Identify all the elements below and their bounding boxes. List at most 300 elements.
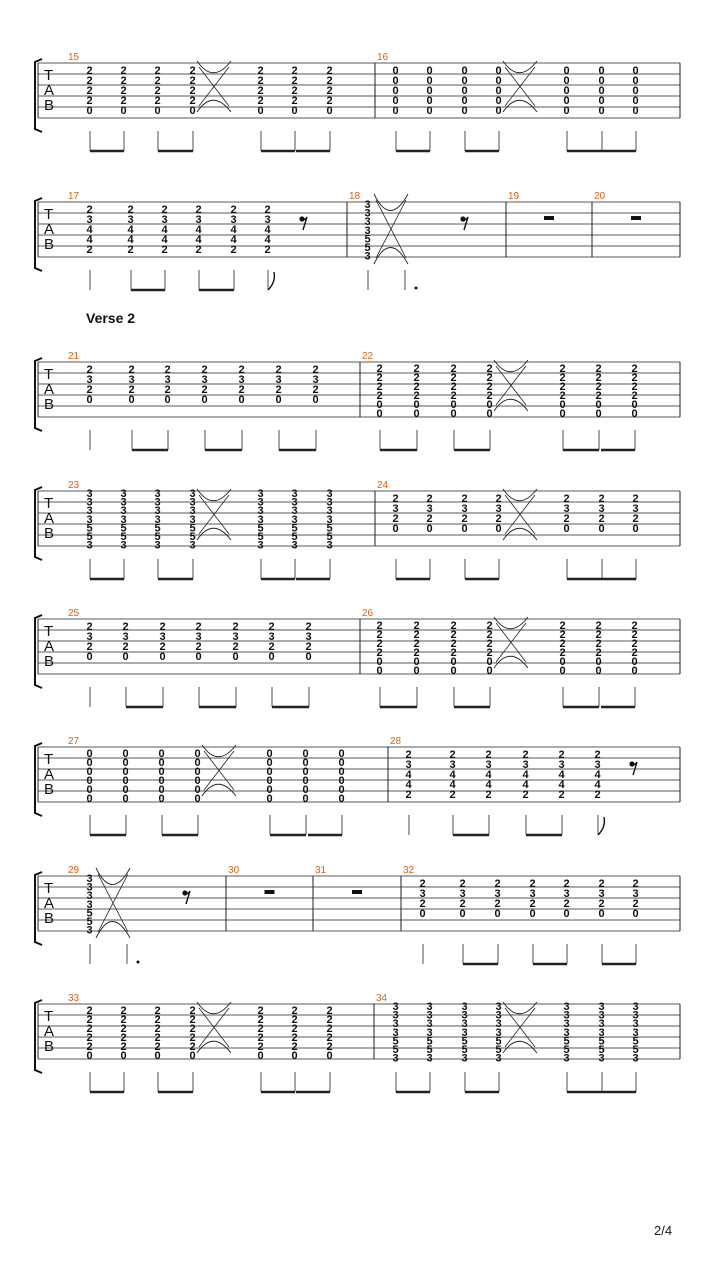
fret-number: 2 <box>459 898 466 910</box>
fret-number: 3 <box>461 1026 468 1039</box>
fret-number: 2 <box>486 381 493 393</box>
fret-number: 2 <box>450 363 457 375</box>
fret-number: 0 <box>392 75 399 87</box>
tab-clef-letter: A <box>44 221 55 238</box>
fret-number: 2 <box>529 898 536 910</box>
fret-number: 4 <box>558 769 565 781</box>
fret-number: 3 <box>461 503 468 515</box>
fret-number: 0 <box>559 408 566 420</box>
fret-number: 2 <box>392 513 399 525</box>
fret-number: 2 <box>232 621 239 633</box>
fret-number: 3 <box>364 207 371 220</box>
fret-number: 3 <box>189 513 196 526</box>
fret-number: 0 <box>486 399 493 411</box>
fret-number: 2 <box>305 621 312 633</box>
fret-number: 3 <box>563 503 570 515</box>
fret-number: 2 <box>127 204 134 216</box>
fret-number: 2 <box>461 493 468 505</box>
fret-number: 2 <box>189 1014 196 1026</box>
fret-number: 2 <box>486 647 493 659</box>
fret-number: 3 <box>392 1001 399 1013</box>
fret-number: 2 <box>631 629 638 641</box>
tab-clef-letter: B <box>44 653 55 670</box>
fret-number: 2 <box>376 647 383 659</box>
fret-number: 5 <box>364 233 371 246</box>
fret-number: 0 <box>154 105 161 117</box>
fret-number: 2 <box>86 364 93 376</box>
fret-number: 2 <box>326 1023 333 1035</box>
fret-number: 0 <box>559 399 566 411</box>
fret-number: 5 <box>426 1035 433 1048</box>
fret-number: 2 <box>86 85 93 97</box>
fret-number: 3 <box>632 888 639 900</box>
page-number: 2/4 <box>654 1223 673 1238</box>
fret-number: 2 <box>631 390 638 402</box>
tab-clef-letter: T <box>44 1008 54 1025</box>
fret-number: 3 <box>268 631 275 643</box>
fret-number: 2 <box>450 647 457 659</box>
fret-number: 2 <box>376 390 383 402</box>
fret-number: 2 <box>486 372 493 384</box>
fret-number: 2 <box>326 1014 333 1026</box>
fret-number: 3 <box>164 374 171 386</box>
fret-number: 0 <box>86 775 93 787</box>
dot <box>415 287 418 290</box>
fret-number: 2 <box>159 621 166 633</box>
fret-number: 2 <box>595 372 602 384</box>
fret-number: 0 <box>461 65 468 77</box>
measure-number: 23 <box>68 480 80 491</box>
fret-number: 0 <box>158 748 165 760</box>
fret-number: 0 <box>461 85 468 97</box>
tab-clef-letter: T <box>44 623 54 640</box>
fret-number: 2 <box>238 384 245 396</box>
fret-number: 2 <box>86 95 93 107</box>
fret-number: 0 <box>266 748 273 760</box>
fret-number: 5 <box>495 1044 502 1056</box>
fret-number: 4 <box>522 779 529 791</box>
fret-number: 5 <box>291 531 298 543</box>
fret-number: 2 <box>450 381 457 393</box>
fret-number: 2 <box>264 204 271 216</box>
fret-number: 0 <box>120 1050 127 1062</box>
fret-number: 0 <box>86 1050 93 1062</box>
fret-number: 3 <box>122 631 129 643</box>
fret-number: 2 <box>376 372 383 384</box>
fret-number: 0 <box>413 408 420 420</box>
fret-number: 0 <box>426 95 433 107</box>
fret-number: 2 <box>154 75 161 87</box>
fret-number: 0 <box>632 95 639 107</box>
fret-number: 0 <box>486 665 493 677</box>
fret-number: 2 <box>195 621 202 633</box>
fret-number: 3 <box>326 496 333 509</box>
fret-number: 0 <box>257 105 264 117</box>
fret-number: 2 <box>291 65 298 77</box>
fret-number: 0 <box>392 95 399 107</box>
fret-number: 2 <box>494 898 501 910</box>
fret-number: 3 <box>189 505 196 518</box>
fret-number: 2 <box>486 638 493 650</box>
fret-number: 3 <box>522 759 529 771</box>
measure-number: 34 <box>376 993 388 1004</box>
fret-number: 2 <box>201 364 208 376</box>
tab-clef-letter: T <box>44 206 54 223</box>
fret-number: 4 <box>594 779 601 791</box>
fret-number: 2 <box>485 789 492 801</box>
measure-number: 20 <box>594 191 606 202</box>
fret-number: 0 <box>266 757 273 769</box>
tab-clef-letter: A <box>44 381 55 398</box>
fret-number: 0 <box>122 757 129 769</box>
fret-number: 2 <box>632 513 639 525</box>
measure-number: 19 <box>508 191 520 202</box>
fret-number: 2 <box>86 1014 93 1026</box>
fret-number: 3 <box>392 1009 399 1022</box>
measure-number: 30 <box>228 865 240 876</box>
fret-number: 2 <box>529 878 536 890</box>
fret-number: 2 <box>494 878 501 890</box>
fret-number: 3 <box>461 1009 468 1022</box>
fret-number: 2 <box>559 372 566 384</box>
fret-number: 2 <box>449 789 456 801</box>
fret-number: 0 <box>194 775 201 787</box>
fret-number: 2 <box>120 1023 127 1035</box>
fret-number: 2 <box>450 390 457 402</box>
fret-number: 3 <box>154 539 161 552</box>
fret-number: 2 <box>522 749 529 761</box>
fret-number: 0 <box>302 757 309 769</box>
eighth-rest <box>301 217 307 230</box>
fret-number: 0 <box>338 793 345 805</box>
fret-number: 0 <box>426 75 433 87</box>
fret-number: 3 <box>495 1009 502 1022</box>
fret-number: 2 <box>450 620 457 632</box>
eighth-rest <box>184 891 190 904</box>
fret-number: 0 <box>302 784 309 796</box>
fret-number: 2 <box>291 1041 298 1053</box>
fret-number: 2 <box>559 629 566 641</box>
fret-number: 0 <box>461 105 468 117</box>
fret-number: 2 <box>264 244 271 256</box>
fret-number: 4 <box>161 234 168 246</box>
fret-number: 3 <box>495 1052 502 1065</box>
fret-number: 2 <box>128 384 135 396</box>
fret-number: 2 <box>598 898 605 910</box>
whole-rest <box>544 216 554 220</box>
fret-number: 2 <box>86 641 93 653</box>
fret-number: 3 <box>189 496 196 509</box>
strum-cross <box>98 874 128 932</box>
fret-number: 3 <box>426 1001 433 1013</box>
fret-number: 3 <box>419 888 426 900</box>
fret-number: 0 <box>392 85 399 97</box>
fret-number: 0 <box>86 651 93 663</box>
fret-number: 2 <box>449 749 456 761</box>
fret-number: 3 <box>154 513 161 526</box>
fret-number: 2 <box>486 390 493 402</box>
fret-number: 3 <box>598 1052 605 1065</box>
fret-number: 4 <box>230 234 237 246</box>
fret-number: 0 <box>559 656 566 668</box>
fret-number: 3 <box>257 488 264 500</box>
fret-number: 5 <box>291 522 298 535</box>
tab-clef-letter: A <box>44 766 55 783</box>
fret-number: 3 <box>563 1001 570 1013</box>
fret-number: 0 <box>495 65 502 77</box>
fret-number: 0 <box>238 394 245 406</box>
fret-number: 4 <box>264 234 271 246</box>
fret-number: 3 <box>632 1026 639 1039</box>
fret-number: 4 <box>449 769 456 781</box>
fret-number: 0 <box>426 85 433 97</box>
fret-number: 2 <box>563 493 570 505</box>
fret-number: 0 <box>291 1050 298 1062</box>
fret-number: 3 <box>598 503 605 515</box>
fret-number: 2 <box>598 513 605 525</box>
fret-number: 0 <box>195 651 202 663</box>
fret-number: 2 <box>120 95 127 107</box>
fret-number: 2 <box>257 75 264 87</box>
fret-number: 2 <box>595 390 602 402</box>
fret-number: 2 <box>275 384 282 396</box>
tab-clef-letter: A <box>44 638 55 655</box>
fret-number: 2 <box>632 898 639 910</box>
fret-number: 5 <box>461 1044 468 1056</box>
fret-number: 2 <box>631 381 638 393</box>
section-label: Verse 2 <box>86 310 136 326</box>
fret-number: 0 <box>495 105 502 117</box>
fret-number: 0 <box>376 399 383 411</box>
fret-number: 2 <box>486 363 493 375</box>
fret-number: 2 <box>558 749 565 761</box>
fret-number: 0 <box>598 85 605 97</box>
fret-number: 2 <box>405 789 412 801</box>
fret-number: 2 <box>485 749 492 761</box>
fret-number: 0 <box>122 748 129 760</box>
fret-number: 5 <box>326 531 333 543</box>
fret-number: 3 <box>529 888 536 900</box>
tab-clef-letter: T <box>44 67 54 84</box>
fret-number: 0 <box>122 651 129 663</box>
fret-number: 2 <box>195 244 202 256</box>
fret-number: 2 <box>86 1023 93 1035</box>
fret-number: 2 <box>419 898 426 910</box>
fret-number: 2 <box>195 204 202 216</box>
fret-number: 2 <box>120 1014 127 1026</box>
fret-number: 3 <box>392 1026 399 1039</box>
measure-number: 33 <box>68 993 80 1004</box>
fret-number: 0 <box>326 105 333 117</box>
fret-number: 2 <box>238 364 245 376</box>
fret-number: 3 <box>632 1001 639 1013</box>
fret-number: 0 <box>302 793 309 805</box>
fret-number: 2 <box>154 65 161 77</box>
fret-number: 2 <box>563 878 570 890</box>
fret-number: 0 <box>631 665 638 677</box>
fret-number: 2 <box>461 513 468 525</box>
fret-number: 3 <box>392 1052 399 1065</box>
fret-number: 2 <box>159 641 166 653</box>
fret-number: 3 <box>120 513 127 526</box>
fret-number: 3 <box>86 539 93 552</box>
fret-number: 0 <box>376 665 383 677</box>
fret-number: 5 <box>364 242 371 254</box>
fret-number: 3 <box>495 1001 502 1013</box>
fret-number: 0 <box>376 408 383 420</box>
fret-number: 3 <box>291 513 298 526</box>
fret-number: 5 <box>189 522 196 535</box>
fret-number: 2 <box>189 1023 196 1035</box>
fret-number: 2 <box>161 204 168 216</box>
fret-number: 4 <box>558 779 565 791</box>
fret-number: 0 <box>268 651 275 663</box>
fret-number: 5 <box>86 907 93 920</box>
fret-number: 0 <box>86 766 93 778</box>
fret-number: 2 <box>450 638 457 650</box>
fret-number: 2 <box>189 1005 196 1017</box>
fret-number: 3 <box>426 1009 433 1022</box>
fret-number: 0 <box>631 399 638 411</box>
fret-number: 5 <box>257 531 264 543</box>
fret-number: 2 <box>595 629 602 641</box>
fret-number: 0 <box>461 523 468 535</box>
fret-number: 3 <box>449 759 456 771</box>
fret-number: 3 <box>238 374 245 386</box>
fret-number: 2 <box>275 364 282 376</box>
measure-number: 21 <box>68 351 80 362</box>
fret-number: 0 <box>419 908 426 920</box>
fret-number: 2 <box>495 493 502 505</box>
fret-number: 2 <box>257 65 264 77</box>
fret-number: 2 <box>376 629 383 641</box>
fret-number: 3 <box>494 888 501 900</box>
fret-number: 4 <box>449 779 456 791</box>
fret-number: 4 <box>86 234 93 246</box>
fret-number: 2 <box>326 1032 333 1044</box>
fret-number: 3 <box>364 199 371 211</box>
tab-clef-letter: A <box>44 510 55 527</box>
measure-number: 28 <box>390 736 402 747</box>
fret-number: 5 <box>86 522 93 535</box>
fret-number: 0 <box>631 408 638 420</box>
measure-number: 25 <box>68 608 80 619</box>
fret-number: 2 <box>598 493 605 505</box>
fret-number: 4 <box>230 224 237 236</box>
fret-number: 2 <box>598 878 605 890</box>
fret-number: 0 <box>461 95 468 107</box>
fret-number: 2 <box>376 363 383 375</box>
fret-number: 0 <box>266 784 273 796</box>
fret-number: 3 <box>558 759 565 771</box>
tab-clef-letter: T <box>44 495 54 512</box>
fret-number: 2 <box>86 65 93 77</box>
fret-number: 2 <box>257 85 264 97</box>
fret-number: 0 <box>266 775 273 787</box>
fret-number: 5 <box>392 1044 399 1056</box>
fret-number: 0 <box>632 85 639 97</box>
fret-number: 2 <box>559 647 566 659</box>
fret-number: 0 <box>495 95 502 107</box>
fret-number: 3 <box>86 513 93 526</box>
fret-number: 3 <box>201 374 208 386</box>
measure-number: 18 <box>349 191 361 202</box>
fret-number: 2 <box>291 1023 298 1035</box>
fret-number: 3 <box>326 513 333 526</box>
fret-number: 0 <box>189 105 196 117</box>
fret-number: 0 <box>158 784 165 796</box>
fret-number: 2 <box>426 513 433 525</box>
fret-number: 0 <box>338 784 345 796</box>
fret-number: 0 <box>632 105 639 117</box>
fret-number: 0 <box>426 105 433 117</box>
fret-number: 5 <box>257 522 264 535</box>
fret-number: 0 <box>495 523 502 535</box>
fret-number: 0 <box>632 75 639 87</box>
fret-number: 2 <box>631 372 638 384</box>
fret-number: 0 <box>194 784 201 796</box>
measure-number: 17 <box>68 191 80 202</box>
fret-number: 3 <box>405 759 412 771</box>
fret-number: 3 <box>86 631 93 643</box>
fret-number: 4 <box>485 779 492 791</box>
fret-number: 2 <box>154 1041 161 1053</box>
fret-number: 0 <box>426 65 433 77</box>
fret-number: 3 <box>86 890 93 903</box>
fret-number: 4 <box>485 769 492 781</box>
fret-number: 3 <box>86 488 93 500</box>
tab-clef-letter: B <box>44 97 55 114</box>
eighth-rest <box>631 762 637 775</box>
fret-number: 4 <box>195 234 202 246</box>
fret-number: 2 <box>291 95 298 107</box>
fret-number: 3 <box>86 374 93 386</box>
fret-number: 0 <box>632 65 639 77</box>
fret-number: 2 <box>559 390 566 402</box>
fret-number: 0 <box>413 665 420 677</box>
fret-number: 0 <box>338 766 345 778</box>
fret-number: 0 <box>461 75 468 87</box>
fret-number: 2 <box>122 641 129 653</box>
measure-number: 22 <box>362 351 374 362</box>
fret-number: 2 <box>120 1032 127 1044</box>
fret-number: 2 <box>450 372 457 384</box>
fret-number: 4 <box>161 224 168 236</box>
fret-number: 0 <box>338 775 345 787</box>
fret-number: 2 <box>495 513 502 525</box>
fret-number: 0 <box>459 908 466 920</box>
fret-number: 0 <box>164 394 171 406</box>
fret-number: 0 <box>598 75 605 87</box>
fret-number: 2 <box>326 1041 333 1053</box>
fret-number: 4 <box>195 224 202 236</box>
fret-number: 3 <box>563 1018 570 1031</box>
fret-number: 0 <box>194 793 201 805</box>
tab-clef-letter: B <box>44 396 55 413</box>
fret-number: 0 <box>86 748 93 760</box>
fret-number: 3 <box>189 488 196 500</box>
fret-number: 3 <box>120 505 127 518</box>
fret-number: 2 <box>257 1032 264 1044</box>
fret-number: 2 <box>631 638 638 650</box>
fret-number: 0 <box>563 65 570 77</box>
fret-number: 2 <box>189 1041 196 1053</box>
fret-number: 3 <box>120 539 127 552</box>
fret-number: 2 <box>164 364 171 376</box>
measure-number: 31 <box>315 865 327 876</box>
fret-number: 0 <box>595 656 602 668</box>
fret-number: 0 <box>158 766 165 778</box>
